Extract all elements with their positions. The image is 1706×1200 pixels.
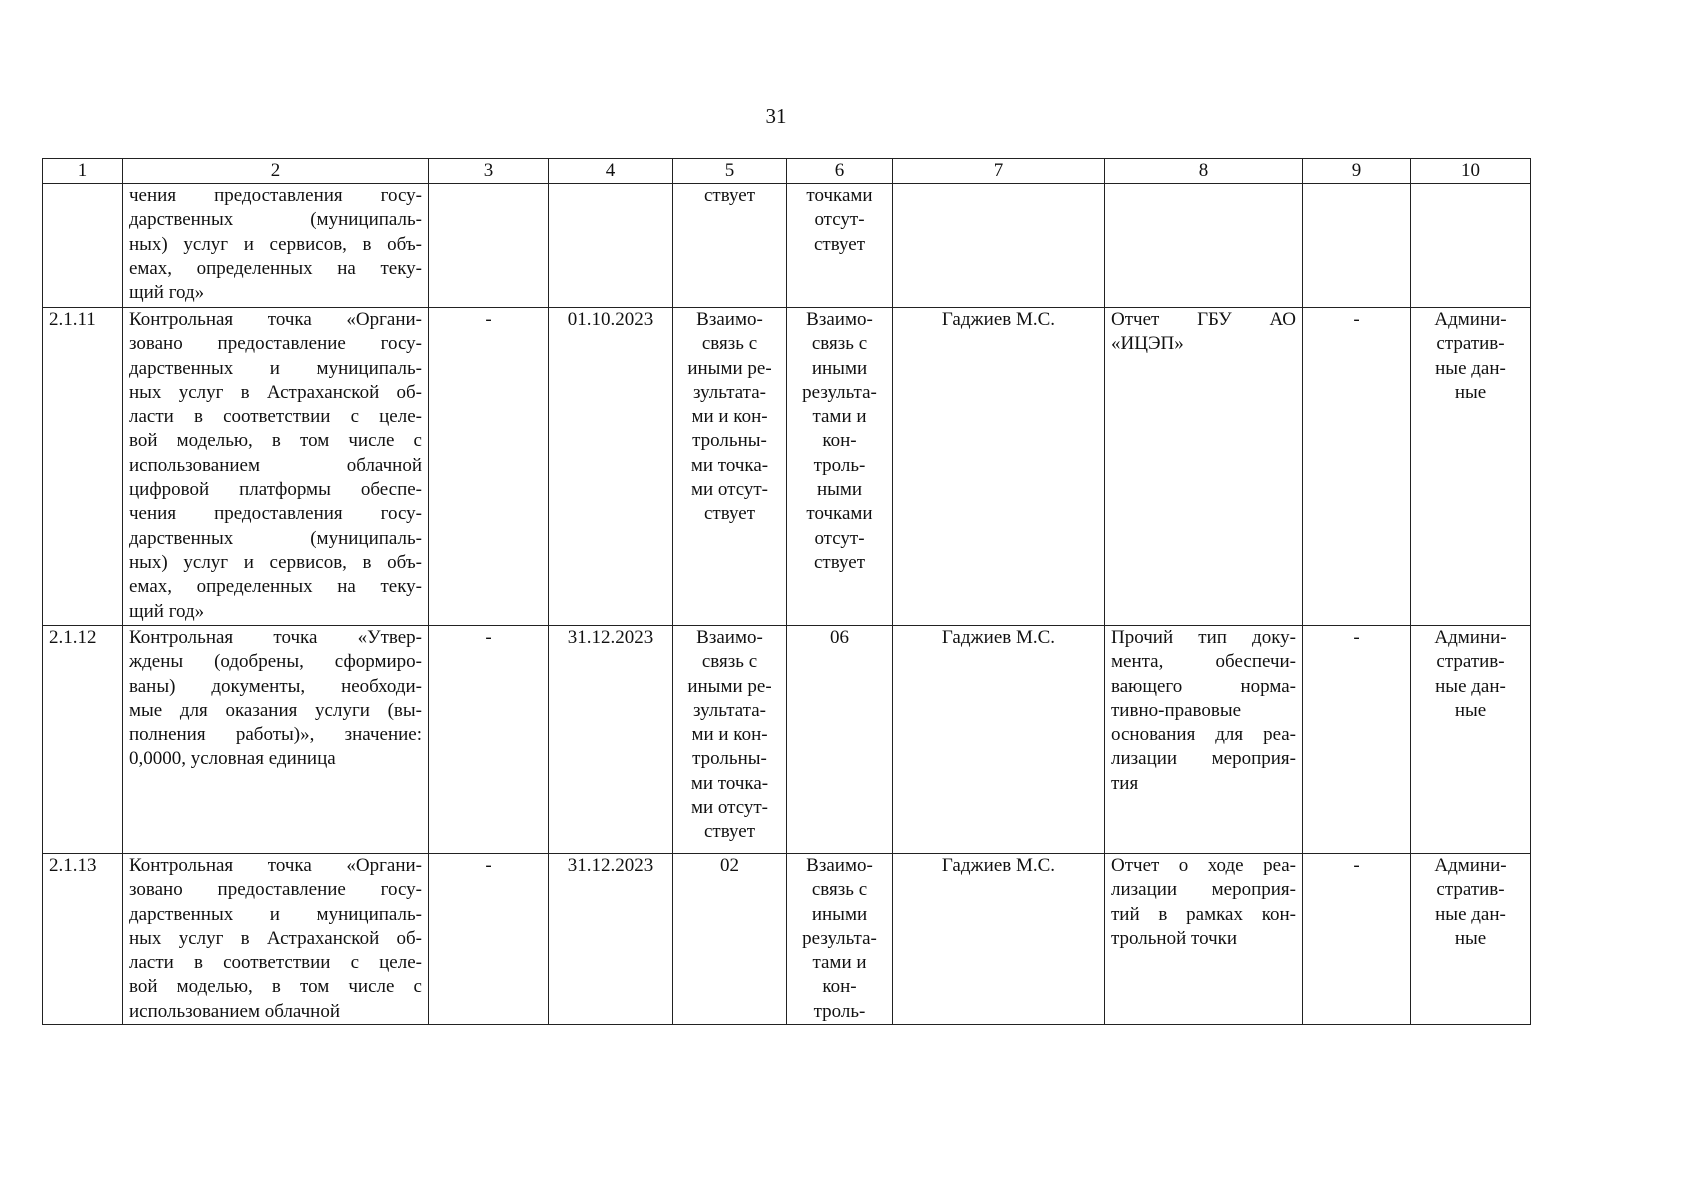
measure-name-cell: [123, 854, 429, 1025]
column-header: 6: [787, 159, 893, 184]
name-lines-line: дарственных (муниципаль-: [129, 527, 422, 549]
c6-lines-line: отсут-: [814, 527, 865, 549]
c10-lines-line: Админи-: [1434, 855, 1507, 876]
row-number: 2.1.13: [43, 854, 123, 1025]
c5-lines-line: зультата-: [693, 699, 766, 721]
column-header: 4: [549, 159, 673, 184]
name-lines-line: ласти в соответствии с целе-: [129, 952, 422, 974]
c8-lines-line: трольной точки: [1111, 927, 1238, 949]
name-lines-line: ных услуг в Астраханской об-: [129, 927, 422, 949]
c5-lines-line: ми и кон-: [691, 406, 768, 428]
c6-lines-line: Взаимо-: [806, 855, 873, 876]
c5-lines-line: ствует: [703, 185, 756, 206]
row-number: 2.1.12: [43, 626, 123, 854]
column-numbers-row: [43, 159, 1531, 184]
name-lines-line: чения предоставления госу-: [129, 185, 422, 206]
c10-lines-line: ные: [1454, 381, 1487, 403]
col9-cell: -: [1303, 308, 1411, 626]
col6-cell: [787, 184, 893, 308]
c6-lines-line: иными: [811, 357, 868, 379]
measure-name-cell: [123, 308, 429, 626]
c5-lines-line: иными ре-: [687, 357, 772, 379]
c5-lines-line: зультата-: [693, 381, 766, 403]
c6-lines-line: 06: [830, 627, 849, 648]
responsible-cell: [893, 184, 1105, 308]
measures-table: [42, 158, 1531, 1025]
c10-lines-line: ные дан-: [1435, 903, 1506, 925]
c8-lines-line: основания для реа-: [1111, 724, 1296, 746]
col5-cell: [673, 184, 787, 308]
c8-lines-line: «ИЦЭП»: [1111, 333, 1184, 355]
c8-lines-line: лизации мероприя-: [1111, 748, 1296, 770]
column-header: 3: [429, 159, 549, 184]
responsible-cell: Гаджиев М.С.: [893, 854, 1105, 1025]
c5-lines-line: связь с: [701, 333, 758, 355]
name-lines-line: зовано предоставление госу-: [129, 879, 422, 901]
date-cell: 31.12.2023: [549, 626, 673, 854]
name-lines-line: щий год»: [129, 600, 205, 622]
name-lines-line: ных) услуг и сервисов, в объ-: [129, 233, 422, 255]
table-row: [43, 184, 1531, 308]
c5-lines-line: ми отсут-: [690, 797, 769, 819]
name-lines-line: ласти в соответствии с целе-: [129, 406, 422, 428]
name-lines-line: ных услуг в Астраханской об-: [129, 381, 422, 403]
col3-cell: -: [429, 308, 549, 626]
column-header: 1: [43, 159, 123, 184]
c5-lines-line: связь с: [701, 651, 758, 673]
col6-cell: [787, 626, 893, 854]
c8-lines-line: тивно-правовые: [1111, 699, 1242, 721]
name-lines-line: дарственных и муниципаль-: [129, 357, 422, 379]
c10-lines-line: ные дан-: [1435, 357, 1506, 379]
c10-lines-line: стратив-: [1436, 879, 1505, 901]
c5-lines-line: ствует: [703, 503, 756, 525]
c10-lines-line: Админи-: [1434, 309, 1507, 330]
c5-lines-line: 02: [720, 855, 739, 876]
name-lines-line: дарственных и муниципаль-: [129, 903, 422, 925]
row-number: 2.1.11: [43, 308, 123, 626]
c5-lines-line: иными ре-: [687, 675, 772, 697]
name-lines-line: Контрольная точка «Органи-: [129, 855, 422, 876]
c8-lines-line: мента, обеспечи-: [1111, 651, 1296, 673]
c6-lines-line: иными: [811, 903, 868, 925]
c5-lines-line: трольны-: [692, 430, 767, 452]
col5-cell: [673, 854, 787, 1025]
document-type-cell: [1105, 626, 1303, 854]
c8-lines-line: Отчет ГБУ АО: [1111, 309, 1296, 330]
name-lines-line: Контрольная точка «Органи-: [129, 309, 422, 330]
c6-lines-line: кон-: [822, 430, 857, 452]
col5-cell: [673, 308, 787, 626]
col3-cell: -: [429, 626, 549, 854]
c10-lines-line: стратив-: [1436, 651, 1505, 673]
c10-lines-line: ные: [1454, 699, 1487, 721]
c10-lines-line: стратив-: [1436, 333, 1505, 355]
c5-lines-line: ствует: [703, 821, 756, 843]
c8-lines-line: лизации мероприя-: [1111, 879, 1296, 901]
measure-name-cell: [123, 626, 429, 854]
col5-cell: [673, 626, 787, 854]
col6-cell: [787, 308, 893, 626]
data-source-cell: [1411, 626, 1531, 854]
data-source-cell: [1411, 854, 1531, 1025]
c6-lines-line: ствует: [813, 551, 866, 573]
c6-lines-line: точками: [806, 503, 873, 525]
name-lines-line: ваны) документы, необходи-: [129, 675, 422, 697]
table-row: [43, 854, 1531, 1025]
c5-lines-line: ми и кон-: [691, 724, 768, 746]
col9-cell: -: [1303, 854, 1411, 1025]
name-lines-line: цифровой платформы обеспе-: [129, 479, 422, 501]
c5-lines-line: Взаимо-: [696, 627, 763, 648]
c10-lines-line: Админи-: [1434, 627, 1507, 648]
name-lines-line: полнения работы)», значение:: [129, 724, 422, 746]
name-lines-line: чения предоставления госу-: [129, 503, 422, 525]
col6-cell: [787, 854, 893, 1025]
c5-lines-line: ми точка-: [690, 454, 769, 476]
date-cell: [549, 184, 673, 308]
data-source-cell: [1411, 308, 1531, 626]
column-header: 2: [123, 159, 429, 184]
name-lines-line: вой моделью, в том числе с: [129, 976, 422, 998]
c6-lines-line: ными: [816, 479, 863, 501]
c6-lines-line: связь с: [811, 879, 868, 901]
name-lines-line: вой моделью, в том числе с: [129, 430, 422, 452]
c8-lines-line: тий в рамках кон-: [1111, 903, 1296, 925]
c5-lines-line: ми отсут-: [690, 479, 769, 501]
c6-lines-line: тами и: [812, 952, 867, 974]
c6-lines-line: отсут-: [814, 209, 865, 231]
c5-lines-line: Взаимо-: [696, 309, 763, 330]
responsible-cell: Гаджиев М.С.: [893, 308, 1105, 626]
name-lines-line: емах, определенных на теку-: [129, 257, 422, 279]
c8-lines-line: тия: [1111, 772, 1139, 794]
document-type-cell: [1105, 854, 1303, 1025]
table-row: [43, 308, 1531, 626]
c8-lines-line: Прочий тип доку-: [1111, 627, 1296, 648]
c6-lines-line: связь с: [811, 333, 868, 355]
c6-lines-line: точками: [806, 185, 873, 206]
c5-lines-line: трольны-: [692, 748, 767, 770]
responsible-cell: Гаджиев М.С.: [893, 626, 1105, 854]
row-number: [43, 184, 123, 308]
col3-cell: -: [429, 854, 549, 1025]
c10-lines-line: ные дан-: [1435, 675, 1506, 697]
name-lines-line: зовано предоставление госу-: [129, 333, 422, 355]
c6-lines-line: троль-: [813, 454, 866, 476]
name-lines-line: Контрольная точка «Утвер-: [129, 627, 422, 648]
c6-lines-line: ствует: [813, 233, 866, 255]
c6-lines-line: троль-: [813, 1000, 866, 1022]
column-header: 9: [1303, 159, 1411, 184]
name-lines-line: емах, определенных на теку-: [129, 576, 422, 598]
c6-lines-line: результа-: [802, 381, 877, 403]
column-header: 10: [1411, 159, 1531, 184]
column-header: 8: [1105, 159, 1303, 184]
name-lines-line: ждены (одобрены, сформиро-: [129, 651, 422, 673]
c6-lines-line: кон-: [822, 976, 857, 998]
document-type-cell: [1105, 184, 1303, 308]
col3-cell: [429, 184, 549, 308]
measure-name-cell: [123, 184, 429, 308]
c6-lines-line: результа-: [802, 927, 877, 949]
document-type-cell: [1105, 308, 1303, 626]
c6-lines-line: Взаимо-: [806, 309, 873, 330]
data-source-cell: [1411, 184, 1531, 308]
c5-lines-line: ми точка-: [690, 772, 769, 794]
column-header: 7: [893, 159, 1105, 184]
c6-lines-line: тами и: [812, 406, 867, 428]
col9-cell: -: [1303, 626, 1411, 854]
column-header: 5: [673, 159, 787, 184]
name-lines-line: ных) услуг и сервисов, в объ-: [129, 551, 422, 573]
name-lines-line: щий год»: [129, 282, 205, 304]
page-number: 31: [765, 104, 787, 128]
name-lines-line: 0,0000, условная единица: [129, 748, 336, 770]
name-lines-line: мые для оказания услуги (вы-: [129, 699, 422, 721]
date-cell: 01.10.2023: [549, 308, 673, 626]
name-lines-line: использованием облачной: [129, 1000, 340, 1022]
name-lines-line: использованием облачной: [129, 454, 422, 476]
c8-lines-line: Отчет о ходе реа-: [1111, 855, 1296, 876]
date-cell: 31.12.2023: [549, 854, 673, 1025]
name-lines-line: дарственных (муниципаль-: [129, 209, 422, 231]
c10-lines-line: ные: [1454, 927, 1487, 949]
col9-cell: [1303, 184, 1411, 308]
table-row: [43, 626, 1531, 854]
c8-lines-line: вающего норма-: [1111, 675, 1296, 697]
